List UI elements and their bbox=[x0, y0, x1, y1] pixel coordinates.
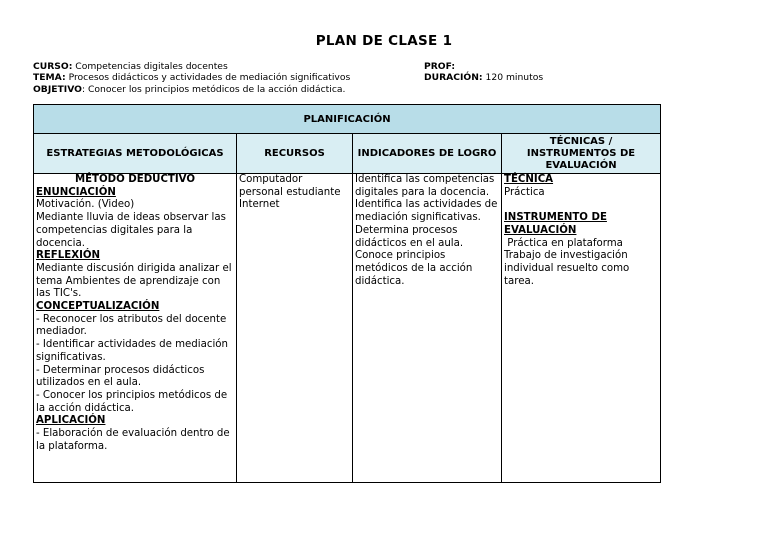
indicador-item: Identifica las actividades de mediación significativas. bbox=[355, 199, 498, 224]
duracion-value: 120 minutos bbox=[482, 72, 544, 83]
tecnica-value: Práctica bbox=[504, 186, 545, 198]
objetivo-line bbox=[33, 84, 345, 96]
indicador-item: Conoce principios metódicos de la acción didáctica. bbox=[355, 250, 473, 287]
instrumento-line: Práctica en plataforma bbox=[504, 237, 623, 249]
tecnica-heading: TÉCNICA bbox=[504, 174, 554, 185]
recurso-item: personal estudiante bbox=[239, 186, 341, 198]
recurso-item: Internet bbox=[239, 199, 280, 211]
curso-value: Competencias digitales docentes bbox=[72, 61, 228, 72]
reflexion-text: Mediante discusión dirigida analizar el tema Ambientes de aprendizaje con las TIC's. bbox=[36, 262, 232, 300]
page-title: PLAN DE CLASE 1 bbox=[315, 33, 453, 49]
instrumento-heading: INSTRUMENTO DE EVALUACIÓN bbox=[504, 212, 607, 236]
col-header-indicadores: INDICADORES DE LOGRO bbox=[353, 134, 502, 174]
estrategias-cell bbox=[34, 174, 237, 483]
curso-label: CURSO: bbox=[33, 61, 73, 72]
conceptualizacion-line: - Reconocer los atributos del docente mediador. bbox=[36, 313, 227, 338]
tecnicas-cell bbox=[502, 174, 661, 483]
recurso-item: Computador bbox=[239, 174, 303, 185]
duracion-label: DURACIÓN: bbox=[424, 72, 483, 83]
reflexion-heading: REFLEXIÓN bbox=[36, 250, 101, 262]
col-header-recursos: RECURSOS bbox=[237, 134, 353, 174]
tema-value: Procesos didácticos y actividades de mediación significativos bbox=[65, 72, 351, 83]
spacer bbox=[504, 199, 658, 212]
planificacion-header: PLANIFICACIÓN bbox=[34, 105, 661, 134]
conceptualizacion-line: - Conocer los principios metódicos de la acción didáctica. bbox=[36, 389, 228, 414]
instrumento-line: Trabajo de investigación individual resuelto como tarea. bbox=[504, 250, 630, 287]
duracion-line bbox=[424, 72, 543, 84]
tema-line bbox=[33, 72, 350, 84]
plan-table bbox=[33, 104, 661, 483]
enunciacion-heading: ENUNCIACIÓN bbox=[36, 186, 116, 198]
indicadores-cell bbox=[353, 174, 502, 483]
enunciacion-line: Motivación. (Video) bbox=[36, 199, 135, 211]
aplicacion-text: - Elaboración de evaluación dentro de la plataforma. bbox=[36, 428, 230, 452]
conceptualizacion-line: - Determinar procesos didácticos utilizados en el aula. bbox=[36, 364, 205, 389]
prof-label: PROF: bbox=[424, 61, 456, 72]
objetivo-label: OBJETIVO bbox=[33, 84, 82, 95]
tema-label: TEMA: bbox=[33, 72, 66, 83]
col-header-estrategias: ESTRATEGIAS METODOLÓGICAS bbox=[34, 134, 237, 174]
conceptualizacion-line: - Identificar actividades de mediación significativas. bbox=[36, 339, 228, 363]
indicador-item: Determina procesos didácticos en el aula. bbox=[355, 224, 464, 249]
aplicacion-heading: APLICACIÓN bbox=[36, 415, 106, 427]
objetivo-value: : Conocer los principios metódicos de la acción didáctica. bbox=[81, 84, 346, 95]
metodo-heading: MÉTODO DEDUCTIVO bbox=[74, 174, 196, 185]
conceptualizacion-heading: CONCEPTUALIZACIÓN bbox=[36, 301, 160, 313]
indicador-item: Identifica las competencias digitales para la docencia. bbox=[355, 174, 495, 198]
recursos-cell bbox=[237, 174, 353, 483]
col-header-tecnicas: TÉCNICAS / INSTRUMENTOS DE EVALUACIÓN bbox=[502, 134, 661, 174]
enunciacion-line: Mediante lluvia de ideas observar las competencias digitales para la docencia. bbox=[36, 212, 226, 249]
